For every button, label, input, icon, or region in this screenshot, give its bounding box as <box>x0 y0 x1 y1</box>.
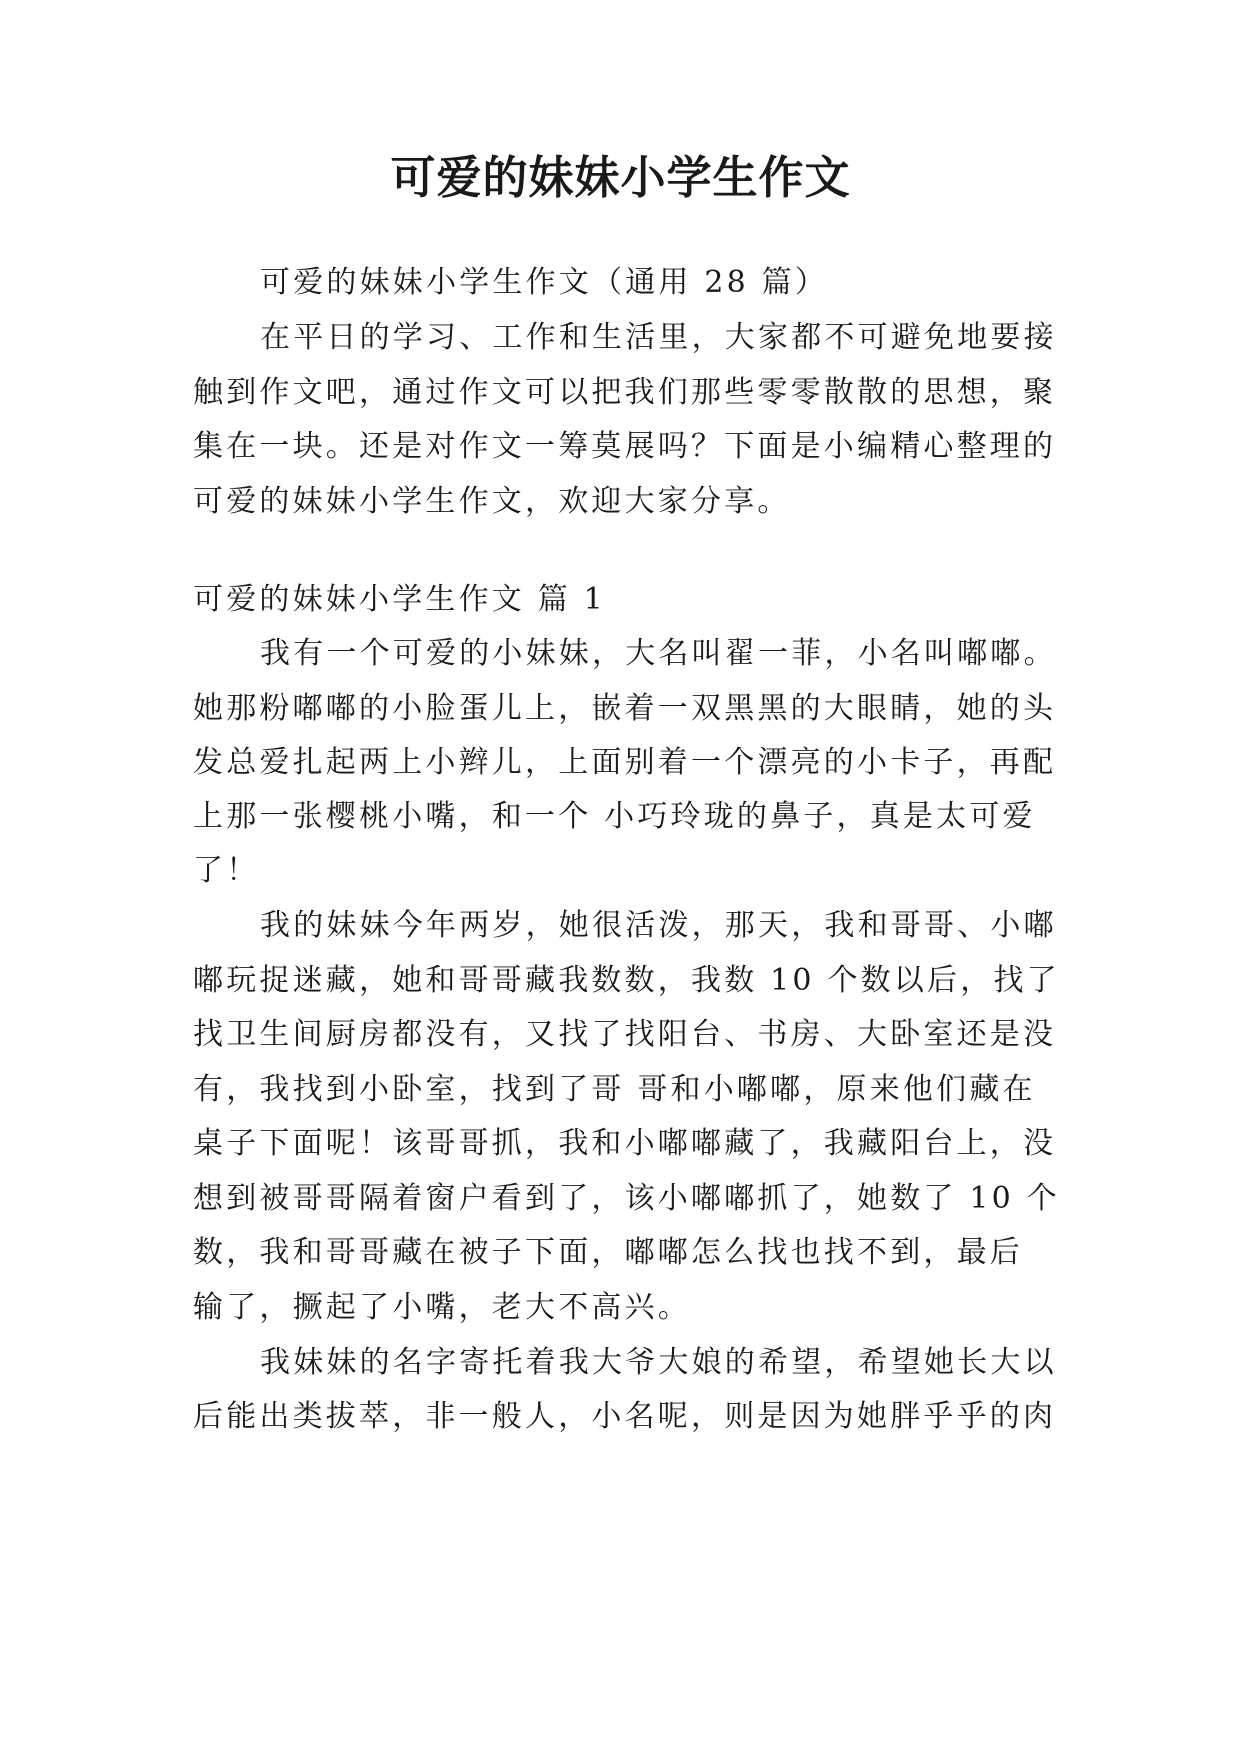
paragraph-line: 我妹妹的名字寄托着我大爷大娘的希望，希望她长大以 <box>260 1345 1057 1380</box>
paragraph-line: 嘟玩捉迷藏，她和哥哥藏我数数，我数 10 个数以后，找了 <box>193 963 1060 998</box>
intro-line: 可爱的妹妹小学生作文，欢迎大家分享。 <box>193 484 791 519</box>
paragraph-line: 了！ <box>193 853 260 888</box>
paragraph-line: 我的妹妹今年两岁，她很活泼，那天，我和哥哥、小嘟 <box>260 908 1057 943</box>
section-heading: 可爱的妹妹小学生作文 篇 1 <box>193 582 606 617</box>
document-title: 可爱的妹妹小学生作文 <box>390 151 851 204</box>
paragraph-line: 上那一张樱桃小嘴，和一个 小巧玲珑的鼻子，真是太可爱 <box>193 799 1036 834</box>
paragraph-line: 桌子下面呢！该哥哥抓，我和小嘟嘟藏了，我藏阳台上，没 <box>193 1126 1057 1161</box>
paragraph-line: 我有一个可爱的小妹妹，大名叫翟一菲，小名叫嘟嘟。 <box>260 636 1057 671</box>
intro-line: 在平日的学习、工作和生活里，大家都不可避免地要接 <box>260 320 1057 355</box>
paragraph-line: 想到被哥哥隔着窗户看到了，该小嘟嘟抓了，她数了 10 个 <box>193 1181 1060 1216</box>
paragraph-line: 找卫生间厨房都没有，又找了找阳台、书房、大卧室还是没 <box>193 1017 1057 1052</box>
paragraph-line: 发总爱扎起两上小辫儿，上面别着一个漂亮的小卡子，再配 <box>193 745 1057 780</box>
paragraph-line: 后能出类拔萃，非一般人，小名呢，则是因为她胖乎乎的肉 <box>193 1399 1057 1434</box>
intro-line: 触到作文吧，通过作文可以把我们那些零零散散的思想，聚 <box>193 375 1057 410</box>
paragraph-line: 有，我找到小卧室，找到了哥 哥和小嘟嘟，原来他们藏在 <box>193 1072 1036 1107</box>
paragraph-line: 数，我和哥哥藏在被子下面，嘟嘟怎么找也找不到，最后 <box>193 1235 1023 1270</box>
intro-line: 集在一块。还是对作文一筹莫展吗？下面是小编精心整理的 <box>193 429 1057 464</box>
paragraph-line: 输了，撅起了小嘴，老大不高兴。 <box>193 1290 691 1325</box>
paragraph-line: 她那粉嘟嘟的小脸蛋儿上，嵌着一双黑黑的大眼睛，她的头 <box>193 691 1057 726</box>
subtitle: 可爱的妹妹小学生作文（通用 28 篇） <box>260 265 829 300</box>
